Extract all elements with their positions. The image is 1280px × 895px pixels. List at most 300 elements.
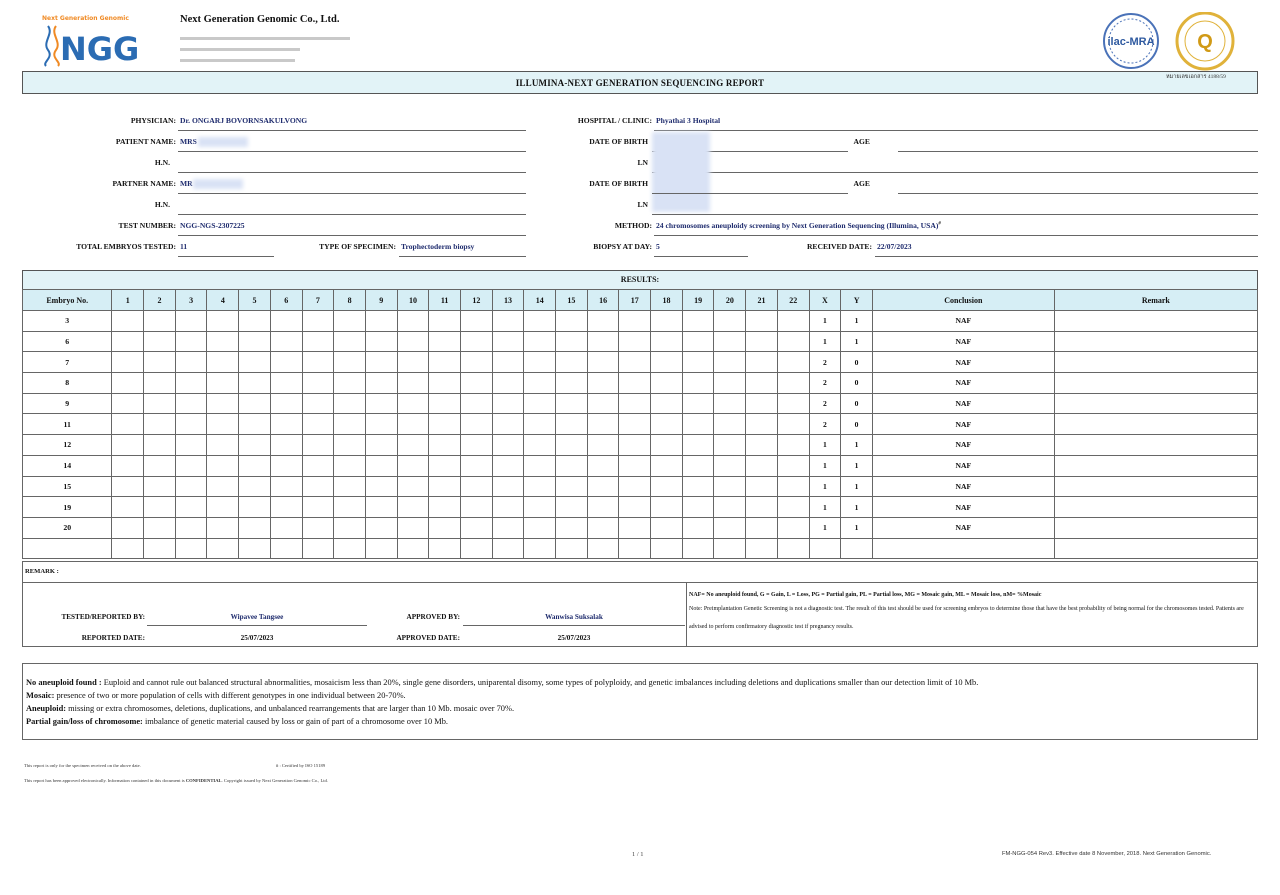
received-date-underline [875,256,1258,257]
chromosome-cell [112,476,144,497]
chromosome-cell [397,331,429,352]
chromosome-cell [175,517,207,538]
chromosome-cell [239,414,271,435]
definition-mosaic-text: presence of two or more population of cells with different genotypes in one individual between 20-70%. [54,691,406,700]
chromosome-cell [492,373,524,394]
chromosome-cell [239,497,271,518]
chromosome-cell [397,455,429,476]
column-header-chromosome: 2 [144,290,176,311]
partner-hn-label: H.N. [154,200,170,209]
chromosome-cell [619,538,651,559]
chromosome-cell [682,393,714,414]
chromosome-cell [302,373,334,394]
chromosome-cell [682,497,714,518]
chromosome-cell [112,517,144,538]
biopsy-day-value: 5 [656,242,660,251]
reported-date-value: 25/07/2023 [240,634,274,642]
chromosome-cell [556,455,588,476]
footer-confidential-b: CONFIDENTIAL [185,778,222,783]
remark-cell [1054,373,1257,394]
chromosome-y-cell: 0 [841,373,873,394]
partner-name-underline [178,193,526,194]
chromosome-cell [365,311,397,332]
chromosome-y-cell: 1 [841,476,873,497]
footer-confidential-c: . Copyright issued by Next Generation Genomic Co., Ltd. [221,778,328,783]
chromosome-cell [492,517,524,538]
table-row [23,331,1258,352]
chromosome-cell [144,497,176,518]
column-header-chromosome: 4 [207,290,239,311]
chromosome-cell [556,476,588,497]
remark-cell [1054,435,1257,456]
chromosome-cell [556,373,588,394]
chromosome-cell [714,331,746,352]
form-code: หมายเลขเอกสาร 4188/59 [1166,74,1226,80]
chromosome-y-cell: 1 [841,497,873,518]
chromosome-cell [334,352,366,373]
chromosome-cell [207,373,239,394]
chromosome-cell [619,476,651,497]
method-text: 24 chromosomes aneuploidy screening by Next Generation Sequencing (Illumina, USA) [656,221,939,230]
chromosome-cell [619,311,651,332]
embryo-number-cell: 12 [23,435,112,456]
chromosome-cell [112,331,144,352]
chromosome-cell [144,476,176,497]
chromosome-cell [587,455,619,476]
chromosome-cell [777,435,809,456]
test-number-value: NGG-NGS-2307225 [180,221,245,230]
results-title: RESULTS: [620,275,660,284]
column-header-chromosome: 17 [619,290,651,311]
definition-partial-term: Partial gain/loss of chromosome: [26,717,143,726]
chromosome-cell [714,517,746,538]
chromosome-cell [207,455,239,476]
table-row [23,476,1258,497]
chromosome-cell [144,538,176,559]
chromosome-cell [746,435,778,456]
table-row [23,497,1258,518]
conclusion-cell: NAF [872,331,1054,352]
chromosome-cell [746,517,778,538]
results-table [22,289,1258,559]
chromosome-cell [714,352,746,373]
chromosome-cell [714,373,746,394]
chromosome-cell [556,517,588,538]
chromosome-cell [651,435,683,456]
chromosome-cell [397,414,429,435]
column-header-chromosome: 13 [492,290,524,311]
chromosome-cell [492,311,524,332]
chromosome-cell [556,352,588,373]
company-logo [40,12,152,68]
chromosome-cell [777,517,809,538]
chromosome-cell [524,414,556,435]
chromosome-cell [587,476,619,497]
chromosome-y-cell: 1 [841,455,873,476]
chromosome-cell [365,393,397,414]
partner-hn-underline [178,214,526,215]
column-header-chromosome: Y [841,290,873,311]
reported-date-underline [147,646,367,647]
chromosome-cell [429,517,461,538]
chromosome-cell [270,331,302,352]
chromosome-cell [302,435,334,456]
chromosome-cell [746,455,778,476]
chromosome-cell [397,517,429,538]
chromosome-cell [334,497,366,518]
chromosome-cell [682,373,714,394]
chromosome-cell [651,373,683,394]
method-mark: # [938,221,941,227]
chromosome-cell [270,414,302,435]
table-row [23,538,1258,559]
chromosome-cell [365,517,397,538]
chromosome-cell [239,311,271,332]
definition-aneuploid-text: missing or extra chromosomes, deletions, duplications, and unbalanced rearrangements that are larger than 10 Mb. mosaic over 70%. [66,704,515,713]
conclusion-cell: NAF [872,476,1054,497]
column-header-chromosome: 21 [746,290,778,311]
chromosome-cell [175,455,207,476]
chromosome-y-cell: 1 [841,331,873,352]
chromosome-cell [302,455,334,476]
chromosome-cell [207,311,239,332]
results-header-bar [22,270,1258,289]
chromosome-cell [746,393,778,414]
embryo-number-cell: 20 [23,517,112,538]
chromosome-cell [556,311,588,332]
chromosome-cell [239,455,271,476]
patient-name-value: MRS [180,137,197,146]
patient-name-underline [178,151,526,152]
chromosome-cell [619,352,651,373]
embryo-number-cell: 6 [23,331,112,352]
conclusion-cell: NAF [872,414,1054,435]
chromosome-cell [397,538,429,559]
chromosome-cell [777,455,809,476]
approved-date-underline [463,646,685,647]
chromosome-cell [619,331,651,352]
chromosome-cell [587,393,619,414]
chromosome-cell [112,311,144,332]
embryo-number-cell: 14 [23,455,112,476]
definition-aneuploid [26,702,1254,715]
column-header-chromosome: 22 [777,290,809,311]
chromosome-cell [460,393,492,414]
table-row [23,311,1258,332]
conclusion-cell: NAF [872,373,1054,394]
chromosome-cell [714,455,746,476]
table-row [23,373,1258,394]
chromosome-cell [682,352,714,373]
chromosome-cell [619,435,651,456]
chromosome-cell [651,538,683,559]
chromosome-cell [777,476,809,497]
hospital-value: Phyathai 3 Hospital [656,116,721,125]
chromosome-x-cell: 1 [809,435,841,456]
chromosome-cell [334,517,366,538]
partner-dob-label: DATE OF BIRTH [589,179,648,188]
chromosome-cell [777,331,809,352]
results-header-row [23,290,1258,311]
column-header-chromosome: 18 [651,290,683,311]
chromosome-cell [682,435,714,456]
chromosome-cell [144,393,176,414]
column-header-chromosome: 12 [460,290,492,311]
chromosome-cell [270,476,302,497]
chromosome-cell [746,476,778,497]
chromosome-cell [429,311,461,332]
hn-label: H.N. [154,158,170,167]
logo-tagline: Next Generation Genomic [42,15,129,22]
chromosome-cell [587,331,619,352]
column-header-chromosome: 14 [524,290,556,311]
partner-age-label: AGE [853,179,870,188]
table-row [23,414,1258,435]
chromosome-cell [556,414,588,435]
definition-partial-text: imbalance of genetic material caused by loss or gain of part of a chromosome over 10 Mb. [142,717,448,726]
chromosome-cell [492,538,524,559]
chromosome-cell [777,311,809,332]
chromosome-cell [144,373,176,394]
remark-cell [1054,538,1257,559]
remark-label: REMARK : [25,568,59,575]
definition-naf-text: Euploid and cannot rule out balanced structural abnormalities, mosaicism less than 20%, single gene disorders, uniparental disomy, some types of polyploidy, and genetic imbalances including deletions and duplications smaller than our detection limit of 10 Mb. [101,678,979,687]
method-label: METHOD: [614,221,652,230]
chromosome-y-cell [841,538,873,559]
chromosome-cell [365,476,397,497]
chromosome-cell [112,352,144,373]
chromosome-cell [365,497,397,518]
chromosome-cell [492,497,524,518]
chromosome-cell [492,455,524,476]
chromosome-cell [619,414,651,435]
chromosome-cell [746,373,778,394]
total-embryos-underline [178,256,274,257]
test-number-label: TEST NUMBER: [118,221,176,230]
total-embryos-label: TOTAL EMBRYOS TESTED: [76,242,176,251]
chromosome-cell [587,414,619,435]
remark-cell [1054,393,1257,414]
chromosome-cell [365,352,397,373]
disclaimer-note: Note: Preimplantation Genetic Screening is not a diagnostic test. The result of this test should be used for screening embryos to determine those that have the best probability of being normal for the chromosomes tested. Patients are advised to perform confirmatory diagnostic test if pregnancy results. [689,606,1244,630]
table-row [23,393,1258,414]
chromosome-cell [397,311,429,332]
partner-age-underline [898,193,1258,194]
chromosome-cell [492,393,524,414]
chromosome-cell [746,352,778,373]
chromosome-cell [175,435,207,456]
dob-label: DATE OF BIRTH [589,137,648,146]
chromosome-cell [334,414,366,435]
chromosome-cell [651,393,683,414]
remark-cell [1054,455,1257,476]
footer-specimen-note: This report is only for the specimen received on the above date. [24,763,141,768]
definition-mosaic-term: Mosaic: [26,691,55,700]
approved-by-label: APPROVED BY: [406,613,460,621]
tested-by-underline [147,625,367,626]
redacted-patient-name [198,137,248,147]
chromosome-cell [524,517,556,538]
approved-date-value: 25/07/2023 [557,634,591,642]
hospital-underline [654,130,1258,131]
definitions-box [22,663,1258,740]
chromosome-y-cell: 0 [841,414,873,435]
remark-cell [1054,352,1257,373]
chromosome-cell [587,352,619,373]
chromosome-cell [365,331,397,352]
chromosome-cell [777,497,809,518]
conclusion-cell: NAF [872,517,1054,538]
chromosome-cell [746,311,778,332]
chromosome-cell [239,331,271,352]
physician-label: PHYSICIAN: [130,116,176,125]
chromosome-cell [175,311,207,332]
chromosome-x-cell: 2 [809,352,841,373]
embryo-number-cell: 9 [23,393,112,414]
chromosome-cell [524,373,556,394]
table-row [23,435,1258,456]
method-value [656,221,941,230]
partner-dob-underline [652,193,848,194]
remark-cell [1054,476,1257,497]
conclusion-cell: NAF [872,455,1054,476]
chromosome-cell [651,476,683,497]
chromosome-cell [270,497,302,518]
chromosome-cell [112,414,144,435]
chromosome-cell [460,517,492,538]
chromosome-cell [714,435,746,456]
chromosome-cell [651,517,683,538]
chromosome-cell [207,497,239,518]
chromosome-cell [175,476,207,497]
definition-partial [26,715,1254,728]
remark-cell [1054,414,1257,435]
accreditation-seals [1100,12,1240,72]
chromosome-cell [714,497,746,518]
conclusion-cell: NAF [872,352,1054,373]
chromosome-x-cell: 2 [809,414,841,435]
remark-cell [1054,497,1257,518]
chromosome-cell [429,352,461,373]
chromosome-cell [175,393,207,414]
chromosome-cell [460,331,492,352]
chromosome-cell [365,538,397,559]
chromosome-cell [460,414,492,435]
embryo-number-cell: 11 [23,414,112,435]
chromosome-cell [619,393,651,414]
chromosome-cell [429,414,461,435]
chromosome-cell [334,538,366,559]
chromosome-cell [524,497,556,518]
chromosome-cell [651,497,683,518]
chromosome-cell [207,435,239,456]
chromosome-cell [556,497,588,518]
hn-underline [178,172,526,173]
chromosome-cell [429,393,461,414]
chromosome-cell [334,311,366,332]
logo-text: NGG [60,30,140,68]
chromosome-cell [619,455,651,476]
remark-cell [1054,311,1257,332]
biopsy-day-label: BIOPSY AT DAY: [593,242,652,251]
chromosome-cell [270,517,302,538]
chromosome-x-cell: 1 [809,311,841,332]
chromosome-cell [365,373,397,394]
chromosome-cell [365,455,397,476]
chromosome-cell [460,497,492,518]
chromosome-cell [270,311,302,332]
test-number-underline [178,235,526,236]
chromosome-cell [365,414,397,435]
chromosome-y-cell: 1 [841,311,873,332]
partner-ln-underline [652,214,1258,215]
chromosome-cell [714,393,746,414]
chromosome-cell [460,455,492,476]
chromosome-cell [492,435,524,456]
chromosome-cell [777,373,809,394]
chromosome-cell [144,517,176,538]
column-header-chromosome: 8 [334,290,366,311]
chromosome-cell [429,497,461,518]
chromosome-cell [239,538,271,559]
chromosome-cell [302,497,334,518]
column-header-chromosome: 6 [270,290,302,311]
chromosome-cell [239,517,271,538]
definition-mosaic [26,689,1254,702]
chromosome-cell [556,331,588,352]
chromosome-cell [112,497,144,518]
chromosome-cell [302,331,334,352]
chromosome-cell [175,538,207,559]
chromosome-x-cell: 1 [809,497,841,518]
chromosome-cell [239,476,271,497]
chromosome-cell [556,435,588,456]
column-header-conclusion: Conclusion [872,290,1054,311]
column-header-chromosome: 16 [587,290,619,311]
embryo-number-cell: 8 [23,373,112,394]
chromosome-cell [492,414,524,435]
received-date-label: RECEIVED DATE: [806,242,872,251]
chromosome-cell [651,414,683,435]
chromosome-cell [175,331,207,352]
embryo-number-cell: 19 [23,497,112,518]
abbreviation-legend: NAF= No aneuploid found, G = Gain, L = Loss, PG = Partial gain, PL = Partial loss, MG = Mosaic gain, ML = Mosaic loss, nM= %Mosaic [689,592,1042,598]
chromosome-x-cell: 1 [809,455,841,476]
chromosome-cell [112,393,144,414]
chromosome-cell [239,373,271,394]
column-header-chromosome: 7 [302,290,334,311]
age-label: AGE [853,137,870,146]
chromosome-y-cell: 1 [841,435,873,456]
chromosome-cell [587,311,619,332]
chromosome-cell [334,455,366,476]
report-title-bar [22,71,1258,94]
chromosome-cell [492,331,524,352]
conclusion-cell: NAF [872,497,1054,518]
company-email-line [180,59,295,62]
chromosome-cell [777,414,809,435]
chromosome-cell [619,373,651,394]
chromosome-cell [777,538,809,559]
column-header-chromosome: 15 [556,290,588,311]
chromosome-cell [460,538,492,559]
approved-by-value: Wanwisa Suksalak [545,613,603,621]
chromosome-cell [746,497,778,518]
specimen-value: Trophectoderm biopsy [401,242,475,251]
column-header-remark: Remark [1054,290,1257,311]
chromosome-cell [302,311,334,332]
chromosome-cell [270,435,302,456]
